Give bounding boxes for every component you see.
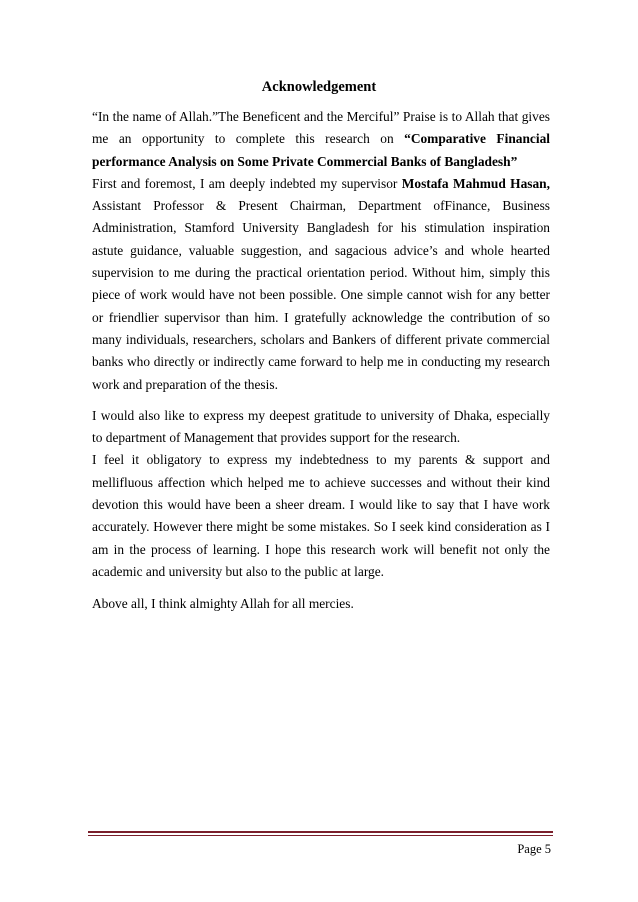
paragraph-intro: [92, 106, 550, 173]
footer-rule-thin: [88, 835, 553, 836]
supervisor-name: Mostafa Mahmud Hasan,: [401, 175, 550, 191]
document-body: [92, 106, 550, 616]
footer-rule-thick: [88, 831, 553, 833]
supervisor-intro-text: First and foremost, I am deeply indebted my supervisor: [92, 175, 402, 191]
page-number: Page 5: [517, 842, 551, 856]
supervisor-details-text: Assistant Professor & Present Chairman, Department ofFinance, Business Administration, Stamford University Bangladesh for his stimulation inspiration astute guidance, valuable suggestion, and sagacious advice’s and whole hearted supervision to me during the practical orientation period. Without him, simply this piece of work would have not been possible. One simple cannot wish for any better or friendlier supervisor than him. I gratefully acknowledge the contribution of so many individuals, researchers, scholars and Bankers of different private commercial banks who directly or indirectly came forward to help me in conducting my research work and preparation of the thesis.: [92, 198, 550, 392]
research-title: “Comparative Financial performance Analysis on Some Private Commercial Banks of Bangladesh”: [92, 131, 550, 169]
paragraph-supervisor: [92, 173, 550, 396]
paragraph-parents: I feel it obligatory to express my indebtedness to my parents & support and mellifluous affection which helped me to achieve successes and without their kind devotion this would have been a sheer dream. I would like to say that I have work accurately. However there might be some mistakes. So I seek kind consideration as I am in the process of learning. I hope this research work will benefit not only the academic and university but also to the public at large.: [92, 452, 550, 579]
page-title: Acknowledgement: [261, 79, 377, 95]
paragraph-university: I would also like to express my deepest gratitude to university of Dhaka, especially to department of Management that provides support for the research.: [92, 407, 550, 446]
intro-text: “In the name of Allah.”The Beneficent and the Merciful” Praise is to Allah that gives me an opportunity to complete this research on: [92, 109, 550, 147]
paragraph-closing: Above all, I think almighty Allah for all mercies.: [92, 596, 354, 612]
